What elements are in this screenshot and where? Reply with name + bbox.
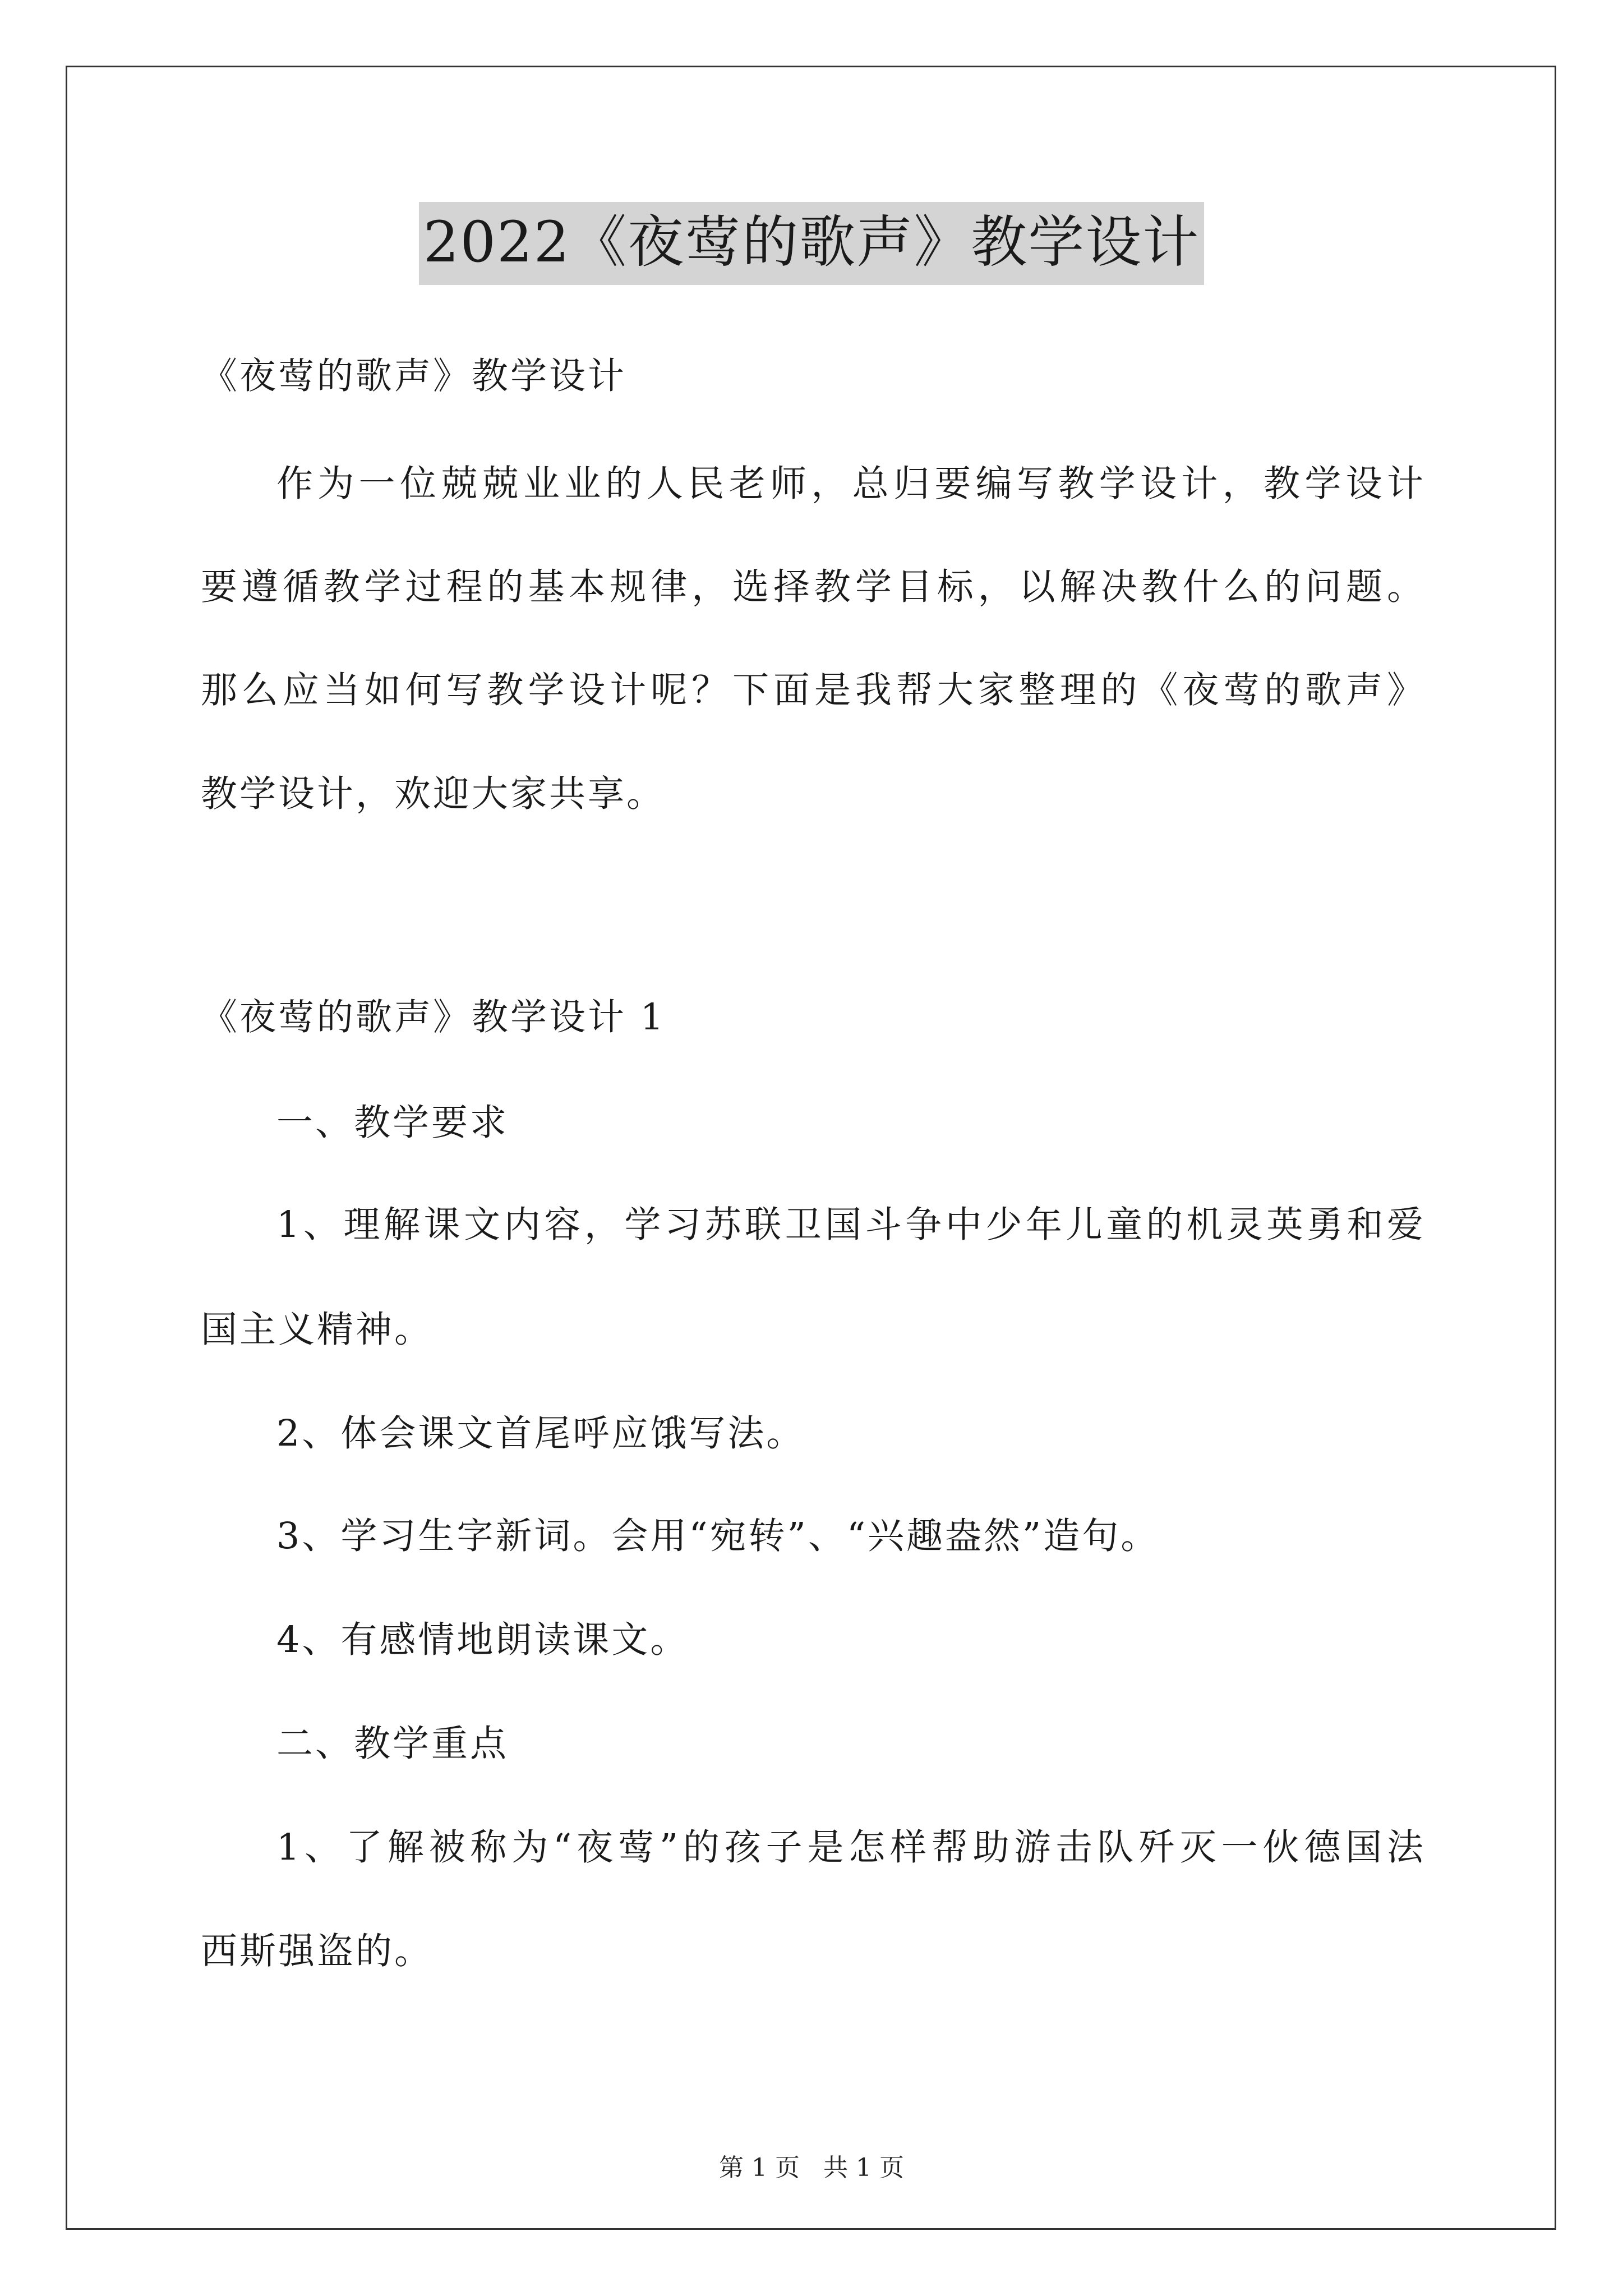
list-item: 1、理解课文内容，学习苏联卫国斗争中少年儿童的机灵英勇和爱 bbox=[276, 1204, 1423, 1246]
list-item: 4、有感情地朗读课文。 bbox=[276, 1619, 689, 1661]
paragraph-line: 要遵循教学过程的基本规律，选择教学目标，以解决教什么的问题。 bbox=[201, 566, 1423, 608]
subtitle-line: 《夜莺的歌声》教学设计 bbox=[201, 355, 627, 397]
list-item: 3、学习生字新词。会用“宛转”、“兴趣盎然”造句。 bbox=[276, 1515, 1160, 1557]
document-title: 2022《夜莺的歌声》教学设计 bbox=[419, 202, 1205, 285]
document-title-wrapper bbox=[0, 202, 1623, 285]
page-number-footer: 第 1 页 共 1 页 bbox=[719, 2154, 904, 2182]
subsection-heading: 二、教学重点 bbox=[276, 1723, 509, 1765]
subsection-heading: 一、教学要求 bbox=[276, 1102, 509, 1144]
list-item: 1、了解被称为“夜莺”的孩子是怎样帮助游击队歼灭一伙德国法 bbox=[276, 1826, 1423, 1869]
paragraph-line: 那么应当如何写教学设计呢？下面是我帮大家整理的《夜莺的歌声》 bbox=[201, 669, 1423, 711]
list-item-continuation: 国主义精神。 bbox=[201, 1309, 434, 1351]
section-heading: 《夜莺的歌声》教学设计 1 bbox=[201, 996, 666, 1038]
paragraph-line: 作为一位兢兢业业的人民老师，总归要编写教学设计，教学设计 bbox=[276, 463, 1423, 505]
list-item: 2、体会课文首尾呼应饿写法。 bbox=[276, 1412, 805, 1455]
paragraph-line: 教学设计，欢迎大家共享。 bbox=[201, 773, 666, 815]
list-item-continuation: 西斯强盗的。 bbox=[201, 1930, 434, 1972]
